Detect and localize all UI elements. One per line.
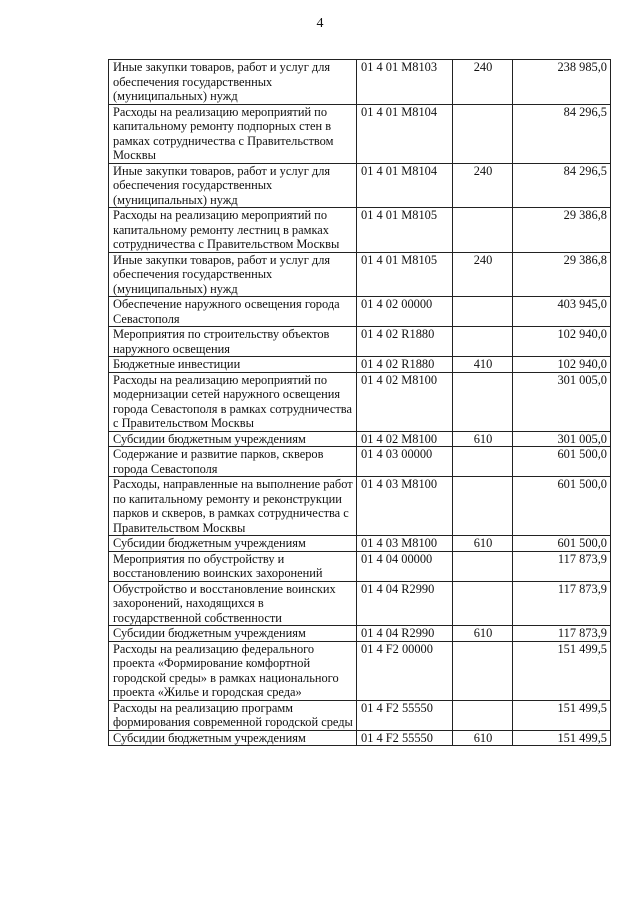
amount-cell: 601 500,0	[513, 477, 611, 536]
table-row	[109, 163, 611, 208]
amount-cell: 29 386,8	[513, 208, 611, 253]
expense-type-code-cell	[453, 551, 513, 581]
expense-type-code-cell	[453, 581, 513, 626]
expense-name-cell: Расходы на реализацию мероприятий по капитальному ремонту лестниц в рамках сотрудничества с Правительством Москвы	[109, 208, 357, 253]
target-article-code-cell: 01 4 F2 55550	[357, 700, 453, 730]
expense-type-code-cell	[453, 327, 513, 357]
expense-type-code-cell	[453, 700, 513, 730]
expense-type-code-cell	[453, 477, 513, 536]
amount-cell: 403 945,0	[513, 297, 611, 327]
expense-type-code-cell	[453, 641, 513, 700]
expense-name-cell: Содержание и развитие парков, скверов города Севастополя	[109, 447, 357, 477]
target-article-code-cell: 01 4 01 М8105	[357, 252, 453, 297]
table-row	[109, 581, 611, 626]
table-row	[109, 357, 611, 373]
target-article-code-cell: 01 4 02 00000	[357, 297, 453, 327]
target-article-code-cell: 01 4 02 М8100	[357, 431, 453, 447]
table-row	[109, 297, 611, 327]
expense-name-cell: Расходы на реализацию мероприятий по модернизации сетей наружного освещения города Севастополя в рамках сотрудничества с Правительством Москвы	[109, 372, 357, 431]
table-row	[109, 447, 611, 477]
expense-name-cell: Обустройство и восстановление воинских захоронений, находящихся в государственной собственности	[109, 581, 357, 626]
expense-name-cell: Обеспечение наружного освещения города Севастополя	[109, 297, 357, 327]
target-article-code-cell: 01 4 03 М8100	[357, 477, 453, 536]
expense-name-cell: Расходы на реализацию программ формирования современной городской среды	[109, 700, 357, 730]
target-article-code-cell: 01 4 01 М8105	[357, 208, 453, 253]
amount-cell: 601 500,0	[513, 447, 611, 477]
amount-cell: 102 940,0	[513, 327, 611, 357]
target-article-code-cell: 01 4 04 00000	[357, 551, 453, 581]
table-row	[109, 104, 611, 163]
amount-cell: 301 005,0	[513, 372, 611, 431]
expense-name-cell: Субсидии бюджетным учреждениям	[109, 730, 357, 746]
target-article-code-cell: 01 4 01 М8104	[357, 104, 453, 163]
table-row	[109, 730, 611, 746]
expense-type-code-cell	[453, 447, 513, 477]
amount-cell: 151 499,5	[513, 730, 611, 746]
budget-table	[108, 59, 611, 746]
expense-type-code-cell	[453, 104, 513, 163]
amount-cell: 117 873,9	[513, 551, 611, 581]
page-number: 4	[316, 16, 324, 31]
expense-name-cell: Субсидии бюджетным учреждениям	[109, 431, 357, 447]
table-row	[109, 626, 611, 642]
table-row	[109, 60, 611, 105]
target-article-code-cell: 01 4 03 00000	[357, 447, 453, 477]
target-article-code-cell: 01 4 F2 55550	[357, 730, 453, 746]
expense-name-cell: Иные закупки товаров, работ и услуг для обеспечения государственных (муниципальных) нужд	[109, 252, 357, 297]
expense-name-cell: Мероприятия по обустройству и восстановлению воинских захоронений	[109, 551, 357, 581]
target-article-code-cell: 01 4 01 М8104	[357, 163, 453, 208]
target-article-code-cell: 01 4 01 М8103	[357, 60, 453, 105]
amount-cell: 238 985,0	[513, 60, 611, 105]
table-row	[109, 252, 611, 297]
target-article-code-cell: 01 4 04 R2990	[357, 626, 453, 642]
expense-name-cell: Субсидии бюджетным учреждениям	[109, 536, 357, 552]
expense-name-cell: Иные закупки товаров, работ и услуг для обеспечения государственных (муниципальных) нужд	[109, 163, 357, 208]
expense-name-cell: Субсидии бюджетным учреждениям	[109, 626, 357, 642]
amount-cell: 29 386,8	[513, 252, 611, 297]
amount-cell: 117 873,9	[513, 581, 611, 626]
expense-name-cell: Мероприятия по строительству объектов наружного освещения	[109, 327, 357, 357]
expense-type-code-cell	[453, 372, 513, 431]
amount-cell: 301 005,0	[513, 431, 611, 447]
amount-cell: 84 296,5	[513, 163, 611, 208]
expense-type-code-cell	[453, 208, 513, 253]
expense-name-cell: Расходы на реализацию мероприятий по капитальному ремонту подпорных стен в рамках сотрудничества с Правительством Москвы	[109, 104, 357, 163]
amount-cell: 102 940,0	[513, 357, 611, 373]
target-article-code-cell: 01 4 02 R1880	[357, 327, 453, 357]
expense-name-cell: Расходы на реализацию федерального проекта «Формирование комфортной городской среды» в рамках национального проекта «Жилье и городская среда»	[109, 641, 357, 700]
expense-type-code-cell: 610	[453, 626, 513, 642]
expense-type-code-cell: 240	[453, 163, 513, 208]
amount-cell: 117 873,9	[513, 626, 611, 642]
expense-type-code-cell: 240	[453, 252, 513, 297]
expense-type-code-cell: 240	[453, 60, 513, 105]
expense-type-code-cell: 610	[453, 536, 513, 552]
expense-type-code-cell: 610	[453, 730, 513, 746]
amount-cell: 151 499,5	[513, 700, 611, 730]
amount-cell: 151 499,5	[513, 641, 611, 700]
table-row	[109, 641, 611, 700]
amount-cell: 601 500,0	[513, 536, 611, 552]
expense-name-cell: Расходы, направленные на выполнение работ по капитальному ремонту и реконструкции парков и скверов, в рамках сотрудничества с Правительством Москвы	[109, 477, 357, 536]
table-row	[109, 208, 611, 253]
budget-table-body	[109, 60, 611, 746]
table-row	[109, 327, 611, 357]
target-article-code-cell: 01 4 02 R1880	[357, 357, 453, 373]
expense-type-code-cell: 610	[453, 431, 513, 447]
expense-type-code-cell: 410	[453, 357, 513, 373]
target-article-code-cell: 01 4 03 М8100	[357, 536, 453, 552]
amount-cell: 84 296,5	[513, 104, 611, 163]
table-row	[109, 431, 611, 447]
expense-name-cell: Бюджетные инвестиции	[109, 357, 357, 373]
table-row	[109, 551, 611, 581]
expense-name-cell: Иные закупки товаров, работ и услуг для обеспечения государственных (муниципальных) нужд	[109, 60, 357, 105]
target-article-code-cell: 01 4 F2 00000	[357, 641, 453, 700]
expense-type-code-cell	[453, 297, 513, 327]
table-row	[109, 700, 611, 730]
target-article-code-cell: 01 4 02 М8100	[357, 372, 453, 431]
table-row	[109, 536, 611, 552]
table-row	[109, 372, 611, 431]
table-row	[109, 477, 611, 536]
target-article-code-cell: 01 4 04 R2990	[357, 581, 453, 626]
